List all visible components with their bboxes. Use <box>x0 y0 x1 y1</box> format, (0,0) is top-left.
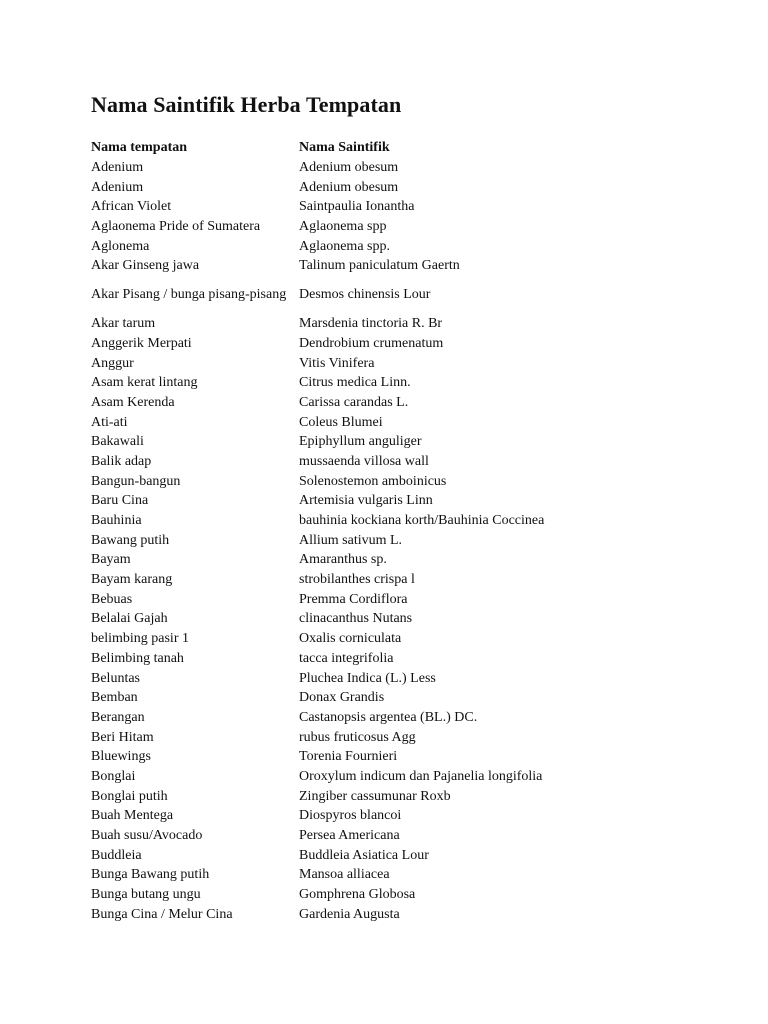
table-row <box>91 865 691 885</box>
scientific-name-cell: clinacanthus Nutans <box>299 611 413 627</box>
local-name-cell: Anggur <box>91 355 134 371</box>
local-name-cell: Bunga butang ungu <box>91 887 201 903</box>
scientific-name-cell: Premma Cordiflora <box>299 591 408 607</box>
herb-table <box>91 138 691 924</box>
local-name-cell: Beri Hitam <box>91 729 154 745</box>
local-name-cell: Balik adap <box>91 453 152 469</box>
table-row <box>91 276 691 314</box>
local-name-cell: Akar Pisang / bunga pisang-pisang <box>91 287 287 303</box>
scientific-name-cell: Adenium obesum <box>299 179 399 195</box>
table-row <box>91 432 691 452</box>
local-name-cell: Bakawali <box>91 434 144 450</box>
table-row <box>91 786 691 806</box>
scientific-name-cell: Solenostemon amboinicus <box>299 473 447 489</box>
table-row <box>91 334 691 354</box>
scientific-name-cell: Gardenia Augusta <box>299 906 400 922</box>
local-name-cell: Bangun-bangun <box>91 473 181 489</box>
scientific-name-cell: Vitis Vinifera <box>299 355 375 371</box>
table-row <box>91 629 691 649</box>
scientific-name-cell: Carissa carandas L. <box>299 394 409 410</box>
local-name-cell: Anggerik Merpati <box>91 335 192 351</box>
local-name-cell: Akar Ginseng jawa <box>91 258 200 274</box>
table-row <box>91 373 691 393</box>
scientific-name-cell: Oroxylum indicum dan Pajanelia longifolia <box>299 768 543 784</box>
local-name-cell: Buah Mentega <box>91 808 174 824</box>
scientific-name-cell: Persea Americana <box>299 828 400 844</box>
scientific-name-cell: Marsdenia tinctoria R. Br <box>299 316 443 332</box>
local-name-cell: Bayam <box>91 552 131 568</box>
table-row <box>91 904 691 924</box>
local-name-cell: Adenium <box>91 160 144 176</box>
local-name-cell: African Violet <box>91 199 172 215</box>
table-row <box>91 826 691 846</box>
scientific-name-cell: Talinum paniculatum Gaertn <box>299 258 460 274</box>
local-name-cell: Buddleia <box>91 847 142 863</box>
local-name-cell: Asam kerat lintang <box>91 375 198 391</box>
table-row <box>91 412 691 432</box>
scientific-name-cell: Diospyros blancoi <box>299 808 402 824</box>
header-scientific-name: Nama Saintifik <box>299 140 390 156</box>
scientific-name-cell: Adenium obesum <box>299 160 399 176</box>
table-row <box>91 393 691 413</box>
table-row <box>91 885 691 905</box>
table-header-row <box>91 138 691 158</box>
scientific-name-cell: mussaenda villosa wall <box>299 453 429 469</box>
local-name-cell: Bebuas <box>91 591 133 607</box>
scientific-name-cell: Aglaonema spp <box>299 219 387 235</box>
table-row <box>91 727 691 747</box>
scientific-name-cell: Dendrobium crumenatum <box>299 335 444 351</box>
scientific-name-cell: Citrus medica Linn. <box>299 375 411 391</box>
table-row <box>91 314 691 334</box>
local-name-cell: Bonglai putih <box>91 788 168 804</box>
scientific-name-cell: Allium sativum L. <box>299 532 403 548</box>
scientific-name-cell: Mansoa alliacea <box>299 867 390 883</box>
table-row <box>91 217 691 237</box>
local-name-cell: Belalai Gajah <box>91 611 168 627</box>
table-row <box>91 197 691 217</box>
scientific-name-cell: Oxalis corniculata <box>299 631 402 647</box>
scientific-name-cell: Donax Grandis <box>299 690 385 706</box>
table-row <box>91 767 691 787</box>
table-row <box>91 708 691 728</box>
scientific-name-cell: Artemisia vulgaris Linn <box>299 493 433 509</box>
scientific-name-cell: Coleus Blumei <box>299 414 383 430</box>
table-row <box>91 845 691 865</box>
scientific-name-cell: tacca integrifolia <box>299 650 394 666</box>
table-row <box>91 491 691 511</box>
local-name-cell: Buah susu/Avocado <box>91 828 203 844</box>
scientific-name-cell: Epiphyllum anguliger <box>299 434 422 450</box>
table-row <box>91 668 691 688</box>
scientific-name-cell: Gomphrena Globosa <box>299 887 416 903</box>
local-name-cell: Beluntas <box>91 670 140 686</box>
scientific-name-cell: Pluchea Indica (L.) Less <box>299 670 436 686</box>
scientific-name-cell: Torenia Fournieri <box>299 749 398 765</box>
table-row <box>91 511 691 531</box>
scientific-name-cell: strobilanthes crispa l <box>299 572 415 588</box>
local-name-cell: Bawang putih <box>91 532 170 548</box>
scientific-name-cell: Aglaonema spp. <box>299 238 390 254</box>
scientific-name-cell: Buddleia Asiatica Lour <box>299 847 429 863</box>
scientific-name-cell: Zingiber cassumunar Roxb <box>299 788 451 804</box>
table-row <box>91 570 691 590</box>
local-name-cell: belimbing pasir 1 <box>91 631 189 647</box>
scientific-name-cell: bauhinia kockiana korth/Bauhinia Coccinea <box>299 513 545 529</box>
table-row <box>91 236 691 256</box>
table-row <box>91 609 691 629</box>
local-name-cell: Ati-ati <box>91 414 128 430</box>
scientific-name-cell: rubus fruticosus Agg <box>299 729 416 745</box>
local-name-cell: Bayam karang <box>91 572 173 588</box>
local-name-cell: Bauhinia <box>91 513 142 529</box>
local-name-cell: Baru Cina <box>91 493 149 509</box>
table-row <box>91 806 691 826</box>
local-name-cell: Bunga Cina / Melur Cina <box>91 906 233 922</box>
local-name-cell: Bluewings <box>91 749 151 765</box>
local-name-cell: Adenium <box>91 179 144 195</box>
table-row <box>91 177 691 197</box>
scientific-name-cell: Amaranthus sp. <box>299 552 387 568</box>
scientific-name-cell: Desmos chinensis Lour <box>299 287 431 303</box>
scientific-name-cell: Castanopsis argentea (BL.) DC. <box>299 709 478 725</box>
local-name-cell: Bemban <box>91 690 138 706</box>
page-title: Nama Saintifik Herba Tempatan <box>91 92 402 117</box>
local-name-cell: Berangan <box>91 709 145 725</box>
table-row <box>91 589 691 609</box>
table-row <box>91 688 691 708</box>
local-name-cell: Akar tarum <box>91 316 156 332</box>
table-row <box>91 256 691 276</box>
local-name-cell: Aglonema <box>91 238 150 254</box>
table-row <box>91 158 691 178</box>
table-row <box>91 353 691 373</box>
scientific-name-cell: Saintpaulia Ionantha <box>299 199 415 215</box>
table-row <box>91 649 691 669</box>
local-name-cell: Belimbing tanah <box>91 650 184 666</box>
local-name-cell: Aglaonema Pride of Sumatera <box>91 219 261 235</box>
header-local-name: Nama tempatan <box>91 140 188 156</box>
local-name-cell: Bunga Bawang putih <box>91 867 210 883</box>
table-row <box>91 471 691 491</box>
table-row <box>91 452 691 472</box>
table-row <box>91 747 691 767</box>
table-row <box>91 550 691 570</box>
local-name-cell: Bonglai <box>91 768 136 784</box>
table-row <box>91 530 691 550</box>
local-name-cell: Asam Kerenda <box>91 394 175 410</box>
